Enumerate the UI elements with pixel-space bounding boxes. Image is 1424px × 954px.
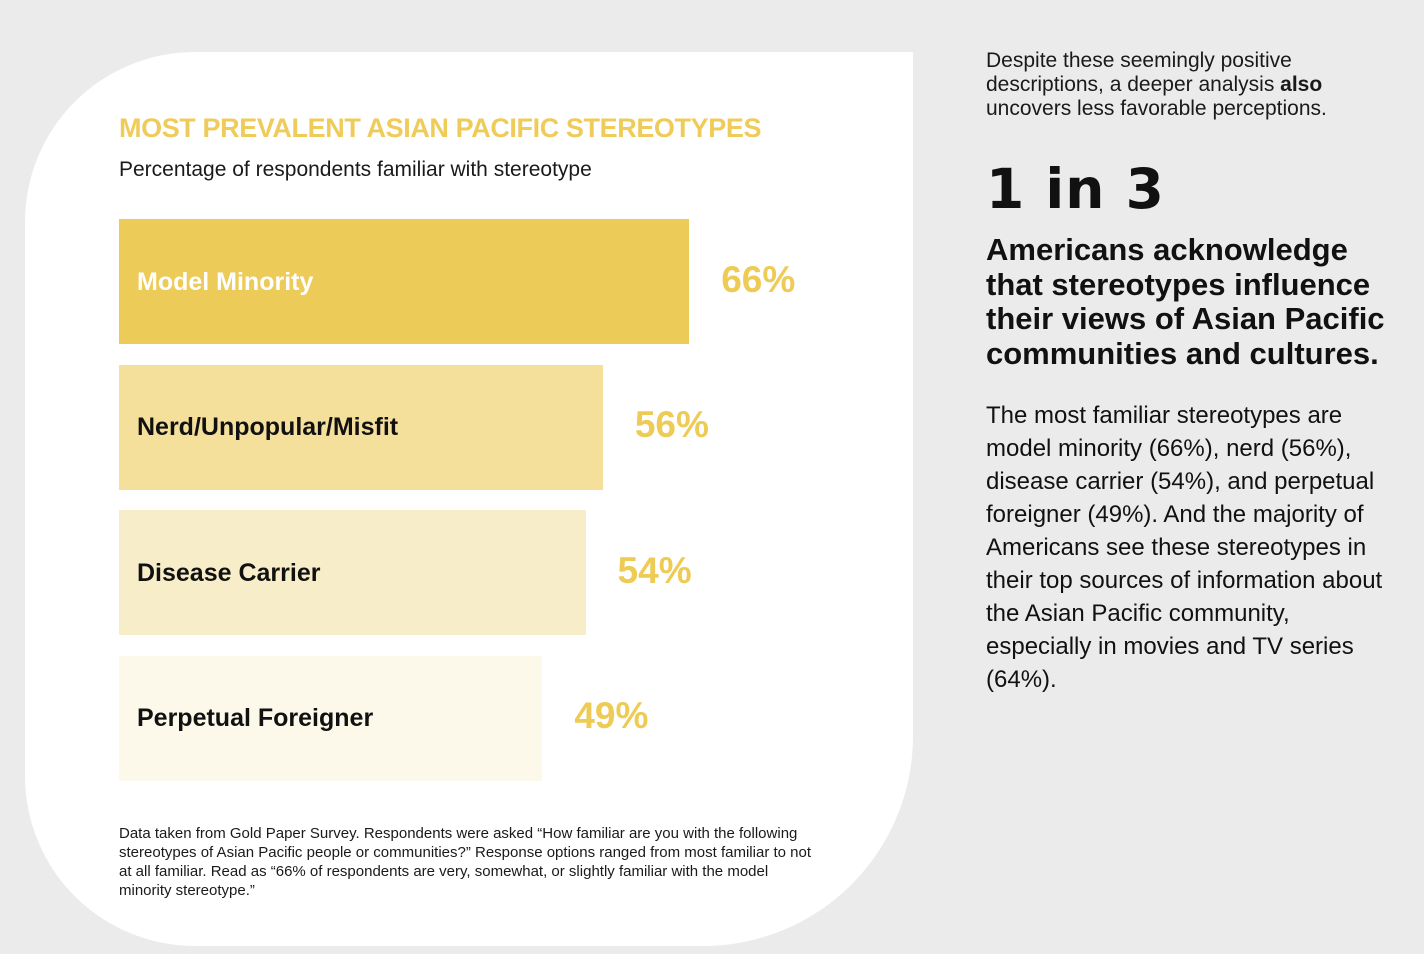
bar-value-label: 49% bbox=[574, 695, 649, 736]
intro-text-start: Despite these seemingly positive descriptions, a deeper analysis bbox=[986, 49, 1292, 96]
big-stat: 1 in 3 bbox=[986, 157, 1165, 221]
sidebar-text bbox=[986, 49, 1396, 696]
chart-footnote: Data taken from Gold Paper Survey. Respondents were asked “How familiar are you with the following stereotypes of Asian Pacific people or communities?” Response options ranged from most familiar to not at all familiar. Read as “66% of respondents are very, somewhat, or slightly familiar with the model minority stereotype.” bbox=[119, 825, 812, 899]
bar-value-label: 66% bbox=[721, 258, 796, 300]
bar-value-label: 56% bbox=[634, 404, 709, 445]
intro-paragraph bbox=[986, 49, 1396, 121]
bar-label: Perpetual Foreigner bbox=[137, 704, 374, 732]
intro-text-end: uncovers less favorable perceptions. bbox=[986, 97, 1327, 120]
body-paragraph: The most familiar stereotypes are model minority (66%), nerd (56%), disease carrier (54%), and perpetual foreigner (49%). And the majority of Americans see these stereotypes in their top sources of information about the Asian Pacific community, especially in movies and TV series (64%). bbox=[986, 402, 1383, 693]
chart-subtitle: Percentage of respondents familiar with stereotype bbox=[119, 158, 592, 181]
stat-headline: Americans acknowledge that stereotypes influence their views of Asian Pacific communities and cultures. bbox=[986, 232, 1385, 371]
chart-title: MOST PREVALENT ASIAN PACIFIC STEREOTYPES bbox=[119, 113, 762, 143]
intro-emphasis: also bbox=[1280, 73, 1323, 96]
bar-value-label: 54% bbox=[617, 549, 692, 591]
bar-label: Model Minority bbox=[137, 267, 314, 296]
bar-label: Disease Carrier bbox=[137, 558, 321, 587]
bar-label: Nerd/Unpopular/Misfit bbox=[137, 413, 399, 441]
